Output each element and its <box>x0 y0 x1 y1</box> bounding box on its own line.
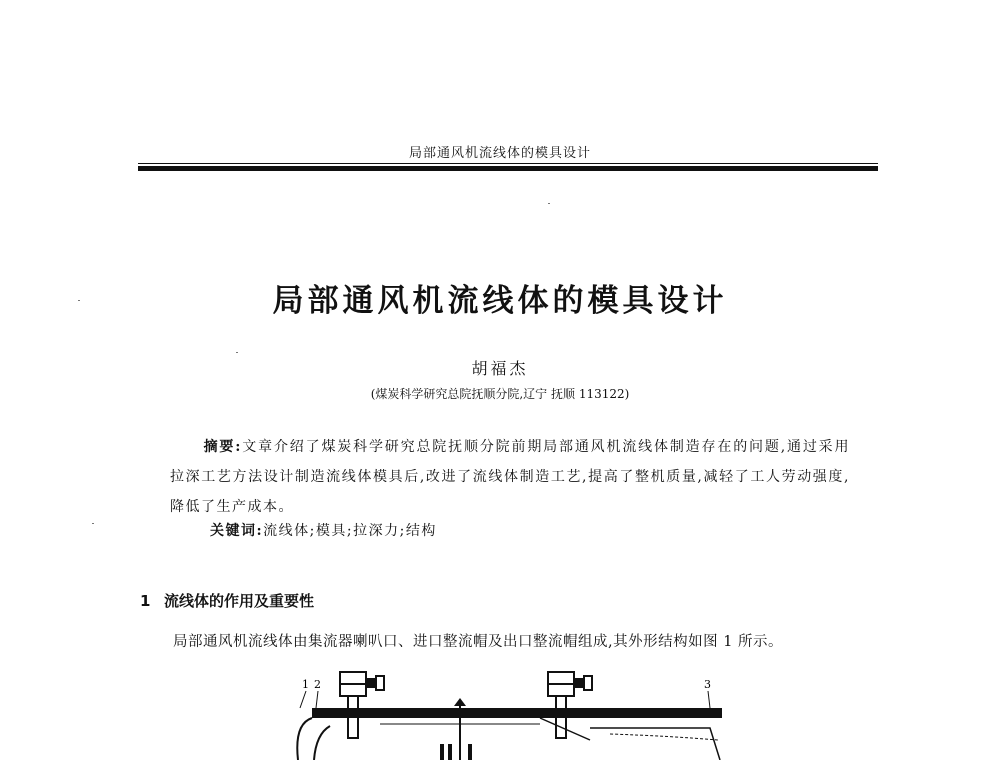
scan-speck <box>92 523 94 524</box>
scan-speck <box>236 352 238 353</box>
blade-1 <box>440 744 444 760</box>
running-header: 局部通风机流线体的模具设计 <box>408 146 591 161</box>
leader-line-2 <box>316 691 318 708</box>
blade-2 <box>448 744 452 760</box>
outlet-fairing <box>610 734 718 740</box>
motor-right <box>548 672 592 738</box>
header-rule-thin <box>138 163 878 164</box>
shaft-arrow <box>454 698 466 706</box>
section-heading <box>140 590 314 611</box>
article-title: 局部通风机流线体的模具设计 <box>272 283 728 319</box>
scan-speck <box>548 203 550 204</box>
header-rule-thick <box>138 166 878 171</box>
figure-callout-2: 2 <box>314 678 321 691</box>
author-affiliation: (煤炭科学研究总院抚顺分院,辽宁 抚顺 113122) <box>370 387 630 401</box>
fan-casing-top <box>312 708 722 718</box>
keywords-text: 流线体;模具;拉深力;结构 <box>263 523 437 539</box>
section-paragraph: 局部通风机流线体由集流器喇叭口、进口整流帽及出口整流帽组成,其外形结构如图 1 所示。 <box>173 634 784 650</box>
section-number: 1 <box>140 592 151 610</box>
outlet-line <box>590 728 720 760</box>
inlet-cone <box>314 726 330 760</box>
figure-callout-1: 1 <box>302 678 309 691</box>
inlet-bellmouth <box>297 718 312 760</box>
section-title: 流线体的作用及重要性 <box>164 592 315 610</box>
leader-line-3 <box>708 691 710 708</box>
keywords-label: 关键词: <box>210 523 264 539</box>
figure-1-drawing <box>290 664 730 760</box>
keywords-line <box>210 520 437 540</box>
leader-line-1 <box>300 691 306 708</box>
abstract-text: 文章介绍了煤炭科学研究总院抚顺分院前期局部通风机流线体制造存在的问题,通过采用拉深工艺方法设计制造流线体模具后,改进了流线体制造工艺,提高了整机质量,减轻了工人劳动强度,降低了生产成本。 <box>170 439 850 515</box>
motor-left <box>340 672 384 738</box>
blade-3 <box>468 744 472 760</box>
abstract-label: 摘要: <box>203 439 242 455</box>
abstract-paragraph <box>170 432 850 522</box>
author-name: 胡福杰 <box>471 359 529 378</box>
figure-callout-3: 3 <box>704 678 711 691</box>
